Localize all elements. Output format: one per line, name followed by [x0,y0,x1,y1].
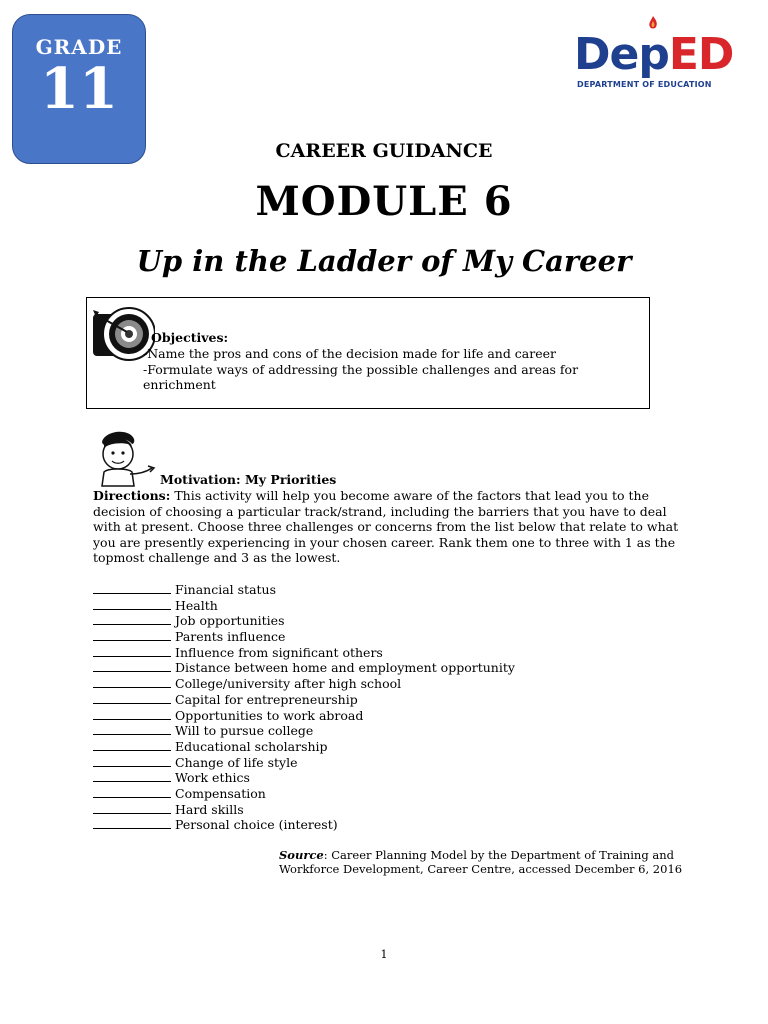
list-item [93,598,515,614]
directions-label: Directions: [93,488,171,503]
directions-paragraph [93,488,683,566]
list-item-label: Will to pursue college [175,723,314,739]
list-item [93,739,515,755]
rank-blank[interactable] [93,817,171,829]
list-item-label: Change of life style [175,754,298,770]
objective-item: -Name the pros and cons of the decision made for life and career [143,346,556,361]
list-item-label: Influence from significant others [175,644,383,660]
rank-blank[interactable] [93,770,171,782]
list-item [93,770,515,786]
objective-item: -Formulate ways of addressing the possible challenges and areas for enrichment [143,362,579,392]
priorities-list [93,582,515,833]
rank-blank[interactable] [93,739,171,751]
list-item-label: Personal choice (interest) [175,817,338,833]
list-item [93,817,515,833]
list-item [93,692,515,708]
list-item [93,613,515,629]
list-item-label: College/university after high school [175,676,402,692]
deped-logo [574,14,742,92]
list-item [93,582,515,598]
source-label: Source [279,848,324,862]
list-item [93,676,515,692]
directions-text: This activity will help you become aware of the factors that lead you to the decision of choosing a particular track/strand, including the barriers that you have to deal with at present. Choose three challenges or concerns from the list below that relate to what you are presently experiencing in your chosen career. Rank them one to three with 1 as the topmost challenge and 3 as the lowest. [93,488,679,565]
list-item-label: Job opportunities [175,613,285,629]
list-item [93,802,515,818]
rank-blank[interactable] [93,676,171,688]
rank-blank[interactable] [93,645,171,657]
rank-blank[interactable] [93,613,171,625]
rank-blank[interactable] [93,629,171,641]
rank-blank[interactable] [93,786,171,798]
source-text: : Career Planning Model by the Department of Training and Workforce Development, Career Centre, accessed December 6, 2016 [279,848,683,876]
list-item [93,660,515,676]
list-item [93,645,515,661]
logo-subtitle: DEPARTMENT OF EDUCATION [577,80,712,89]
list-item [93,786,515,802]
list-item-label: Opportunities to work abroad [175,707,364,723]
objectives-box [86,297,650,409]
source-citation [279,848,689,876]
motivation-heading: Motivation: My Priorities [160,472,337,487]
rank-blank[interactable] [93,582,171,594]
list-item-label: Hard skills [175,801,244,817]
boy-pointing-icon [94,428,156,488]
list-item-label: Compensation [175,785,266,801]
subject-heading: CAREER GUIDANCE [275,140,493,162]
torch-icon [644,14,662,40]
lesson-title: Up in the Ladder of My Career [136,244,632,278]
logo-letter-d: D [574,29,610,80]
page-number: 1 [380,948,388,961]
list-item [93,755,515,771]
list-item [93,708,515,724]
grade-label: GRADE [35,35,123,59]
rank-blank[interactable] [93,660,171,672]
list-item-label: Distance between home and employment opportunity [175,660,515,676]
list-item [93,629,515,645]
rank-blank[interactable] [93,755,171,767]
rank-blank[interactable] [93,723,171,735]
logo-letters-ed: ED [668,29,734,80]
list-item [93,723,515,739]
objectives-heading: Objectives: [151,330,229,345]
list-item-label: Work ethics [175,770,250,786]
list-item-label: Health [175,597,218,613]
grade-number: 11 [40,56,118,122]
rank-blank[interactable] [93,802,171,814]
rank-blank[interactable] [93,598,171,610]
list-item-label: Capital for entrepreneurship [175,691,358,707]
list-item-label: Financial status [175,582,277,597]
rank-blank[interactable] [93,692,171,704]
module-heading: MODULE 6 [255,178,513,225]
list-item-label: Educational scholarship [175,738,328,754]
list-item-label: Parents influence [175,629,286,645]
logo-letters-ep: ep [609,29,669,80]
rank-blank[interactable] [93,708,171,720]
